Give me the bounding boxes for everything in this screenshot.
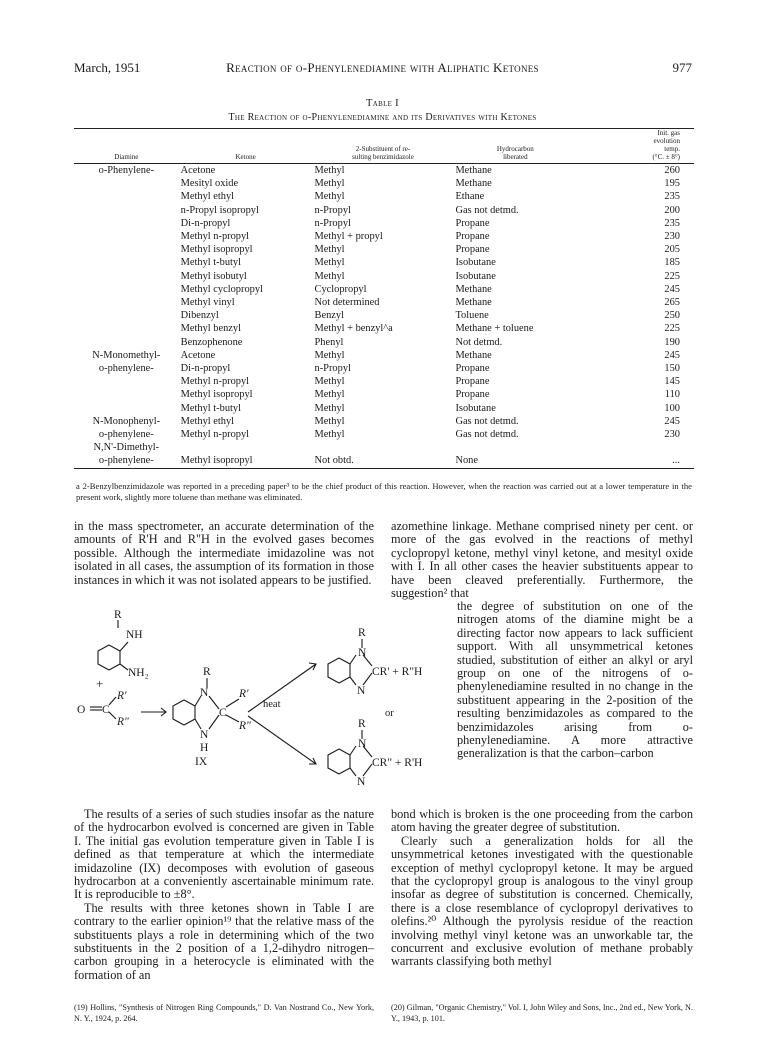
table-cell [74,190,179,203]
table-cell: Not determined [314,297,380,309]
table-cell: 265 [664,297,680,309]
ketone-r1-label: R' [117,690,127,702]
column-header-line: Diamine [114,153,139,161]
table-cell: Cyclopropyl [314,283,367,295]
table-cell: None [455,455,478,467]
table-cell [74,309,179,322]
table-cell: 235 [664,191,680,203]
table-cell: o-phenylene- [98,429,154,441]
product2-r-label: R [358,718,366,730]
right-top-paragraph: azomethine linkage. Methane comprised ninety per cent. or more of the gas evolved in the reactions of methyl cyclopropyl ketone, methyl vinyl ketone, and mesityl oxide with I. In all other cases the heavier substituents appear to have been cleaved preferentially. Furthermore, the suggestion² that [391,519,693,601]
table-row [74,296,694,309]
left-body-text [74,808,374,982]
heat-label: heat [263,699,281,710]
product2-formula: CR" + R'H [372,757,423,769]
table-cell: Toluene [455,310,489,322]
table-cell: Methyl n-propyl [180,231,250,243]
right-narrow-paragraph: the degree of substitution on one of the nitrogen atoms of the diamine might be a directing factor now appears to lack sufficient support. With all unsymmetrical ketones studied, substitution of either an alkyl or aryl group on one of the nitrogens of o-phenylenediamine resulted in no change in the substituent appearing in the 2-position of the resulting benzimidazoles as compared to the benzimidazoles arising from o-phenylenediamine. A more attractive generalization is that the carbon–carbon [457,599,693,761]
table-cell: Methyl [314,415,345,427]
table-cell: Methyl [314,244,345,256]
table-cell: Methyl [314,178,345,190]
table-cell: Propane [455,231,490,243]
column-header-line: 2-Substituent of re- [355,145,411,153]
product1-n-top: N [358,647,367,659]
table-cell: Methyl [314,191,345,203]
table-row [74,283,694,296]
table-cell: Methyl [314,257,345,269]
table-footnote: a 2-Benzylbenzimidazole was reported in a preceding paper³ to be the chief product of this reaction. However, when the reaction was carried out at a lower temperature in the present work, slightly more toluene than methane was eliminated. [76,481,692,502]
page-number: 977 [672,60,692,75]
table-cell: Acetone [180,165,216,176]
column-header [313,129,454,164]
left-intro-text [74,520,374,587]
table-cell: Isobutane [455,257,496,269]
table-cell: Propane [455,389,490,401]
table-cell: Di-n-propyl [180,363,231,375]
table-cell: Methyl [314,349,345,361]
table-cell: n-Propyl [314,217,351,229]
table-cell [74,177,179,190]
data-table [74,128,694,469]
table-cell: Propane [455,217,490,229]
column-header-line: Init. gas [657,129,680,137]
table-row [74,190,694,203]
table-row [74,402,694,415]
table-cell: Methane [455,165,492,176]
table-cell: Isobutane [455,402,496,414]
table-cell: Methane [455,349,492,361]
table-cell [74,204,179,217]
left-paragraph-2: The results with three ketones shown in Table I are contrary to the earlier opinion¹⁹ that the relative mass of the substituents plays a role in determining which of the two substituents in the 2 position of a 1,2-dihydro nitrogen–carbon grouping in a heterocycle is eliminated with the formation of an [74,900,374,982]
table-row [74,441,694,454]
table-cell: 225 [664,270,680,282]
table-cell: Benzophenone [180,336,243,348]
table-cell: 260 [664,165,680,176]
table-cell: Di-n-propyl [180,217,231,229]
table-cell: Methyl n-propyl [180,429,250,441]
table-cell: Propane [455,376,490,388]
imidazoline-n-bottom: N [200,729,209,741]
column-header [577,129,694,164]
table-cell: Phenyl [314,336,344,348]
table-cell: 245 [664,415,680,427]
imidazoline-n-top: N [200,687,209,699]
imidazoline-h-label: H [200,742,209,754]
table-cell: Methyl benzyl [180,323,241,335]
table-cell: 195 [664,178,680,190]
table-row [74,336,694,349]
product1-benzene-ring [328,658,350,683]
table-cell [74,322,179,335]
table-cell [313,441,454,454]
or-label: or [385,708,394,719]
table-cell: Benzyl [314,310,344,322]
table-row [74,256,694,269]
right-bottom-paragraph-1: bond which is broken is the one proceeding from the carbon atom having the greater degree of substitution. [391,807,693,835]
table-cell: 245 [664,283,680,295]
table-row [74,270,694,283]
table-cell: Methyl isopropyl [180,244,253,256]
table-row [74,375,694,388]
table-cell: o-phenylene- [98,455,154,467]
table-cell: 225 [664,323,680,335]
imidazoline-r-label: R [203,666,211,678]
table-cell: Methyl t-butyl [180,257,241,269]
table-cell [74,336,179,349]
product2-n-top: N [358,738,367,750]
imidazoline-r1-label: R' [239,688,249,700]
table-cell [74,217,179,230]
table-cell: Gas not detmd. [455,415,519,427]
right-bottom-paragraph-2: Clearly such a generalization holds for all the unsymmetrical ketones investigated with the questionable exception of methyl cyclopropyl ketone. It may be argued that the cyclopropyl group is analogous to the vinyl group insofar as degree of substitution is concerned. Chemically, there is a close resemblance of cyclopropyl derivatives to olefins.²⁰ Although the pyrolysis residue of the reaction involving methyl vinyl ketone was an unworkable tar, the concurrent and exclusive evolution of methane probably warrants classifying both methyl [391,833,693,969]
footnote-20: (20) Gilman, "Organic Chemistry," Vol. I, John Wiley and Sons, Inc., 2nd ed., New York, N. Y., 1943, p. 101. [391,1003,693,1023]
product1-formula: CR' + R"H [372,666,423,678]
table-cell: Methyl + benzyl^a [314,323,393,335]
table-cell: n-Propyl isopropyl [180,204,259,216]
table-cell: Mesityl oxide [180,178,239,190]
table-cell: 190 [664,336,680,348]
product2-n-bottom: N [357,776,366,788]
table-row [74,243,694,256]
table-cell: 200 [664,204,680,216]
header-title: Reaction of o-Phenylenediamine with Aliphatic Ketones [226,60,539,75]
nh-label: NH [126,629,143,641]
table-cell: Dibenzyl [180,310,219,322]
table-cell: Acetone [180,349,216,361]
table-cell: 205 [664,244,680,256]
table-cell: Methyl isopropyl [180,455,253,467]
table-cell [74,243,179,256]
table-row [74,204,694,217]
column-header-line: Hydrocarbon [496,145,534,153]
product2-benzene-ring [328,749,350,774]
table-cell: Gas not detmd. [455,429,519,441]
diamine-benzene-ring [98,645,120,670]
table-cell: o-phenylene- [98,363,154,375]
table-header-row [74,129,694,164]
table-cell [74,230,179,243]
table-cell: ... [672,455,680,467]
table-cell [74,296,179,309]
table-cell: N-Monomethyl- [92,349,161,361]
column-header [74,129,179,164]
column-header-line: liberated [503,153,528,161]
imidazoline-c-label: C [219,707,227,719]
table-row [74,177,694,190]
table-cell: 185 [664,257,680,269]
table-cell: 145 [664,376,680,388]
table-cell: Methane [455,297,492,309]
table-cell: Propane [455,363,490,375]
table-cell: Methyl isobutyl [180,270,247,282]
ketone-r2-label: R" [117,716,129,728]
table-cell: n-Propyl [314,204,351,216]
column-header [453,129,577,164]
imidazoline-benzene-ring [173,700,195,725]
left-paragraph-1: The results of a series of such studies insofar as the nature of the hydrocarbon evolved is concerned are given in Table I. The initial gas evolution temperature given in Table I is defined as that temperature at which the intermediate imidazoline (IX) decomposes with evolution of gaseous hydrocarbon at a conveniently ascertainable minimum rate. It is reproducible to ±8°. [74,807,374,902]
table-cell: Methyl [314,165,345,176]
table-cell: Isobutane [455,270,496,282]
footnote-19: (19) Hollins, "Synthesis of Nitrogen Ring Compounds," D. Van Nostrand Co., New York, N. Y., 1924, p. 264. [74,1003,374,1023]
compound-label: IX [195,756,208,768]
table-cell [74,283,179,296]
table-cell: Methyl ethyl [180,191,235,203]
table-cell: Not obtd. [314,455,354,467]
table-cell: Ethane [455,191,485,203]
table-cell: 150 [664,363,680,375]
table-cell: Methyl [314,270,345,282]
right-bottom-text [391,808,693,969]
column-header-line: (°C. ± 8°) [652,153,680,161]
product1-n-bottom: N [357,685,366,697]
ketone-carbon-label: C [102,704,110,716]
left-intro-paragraph: in the mass spectrometer, an accurate determination of the amounts of R'H and R"H in the evolved gases becomes possible. Although the intermediate imidazoline was not isolated in all cases, the assumption of its formation in those instances in which it was not isolated appears to be justified. [74,519,374,587]
column-header-line: sulting benzimidazole [352,153,414,161]
table-row [74,349,694,362]
ketone-oxygen-label: O [77,704,86,716]
table-cell: Methyl [314,389,345,401]
table-cell: 100 [664,402,680,414]
table-cell [74,388,179,401]
table-row [74,428,694,441]
nh2-label: NH₂ [128,667,149,679]
table-cell [74,402,179,415]
table-row [74,217,694,230]
table-cell: Methyl n-propyl [180,376,250,388]
table-cell: Methyl cyclopropyl [180,283,263,295]
right-top-text [391,520,693,600]
table-row [74,362,694,375]
plus-sign: + [96,676,104,691]
table-cell: o-Phenylene- [98,165,155,176]
table-cell: Methyl + propyl [314,231,383,243]
table-cell: Propane [455,244,490,256]
column-header-line: Ketone [235,153,256,161]
table-cell [577,441,694,454]
table-cell: 245 [664,349,680,361]
table-cell: Methane [455,283,492,295]
table-cell [74,375,179,388]
table-cell: Methyl [314,429,345,441]
header-date: March, 1951 [74,60,141,75]
table-cell: n-Propyl [314,363,351,375]
table-row [74,415,694,428]
table-cell: Gas not detmd. [455,204,519,216]
table-row [74,388,694,401]
table-cell: 230 [664,429,680,441]
table-cell: Methyl ethyl [180,415,235,427]
table-cell: 230 [664,231,680,243]
table-label: Table I [366,98,399,109]
table-caption: The Reaction of o-Phenylenediamine and its Derivatives with Ketones [228,112,537,123]
table-cell: Methane + toluene [455,323,534,335]
table-cell: Methyl t-butyl [180,402,241,414]
table-row [74,454,694,468]
column-header [179,129,313,164]
table-row [74,164,694,178]
table-cell: 110 [664,389,680,401]
table-cell: Methyl isopropyl [180,389,253,401]
table-cell [453,441,577,454]
reaction-scheme [74,604,478,800]
table-cell: Methane [455,178,492,190]
table-cell [74,270,179,283]
table-cell: N,N'-Dimethyl- [93,442,160,454]
table-cell: N-Monophenyl- [92,415,161,427]
table-row [74,230,694,243]
column-header-line: temp. [664,145,680,153]
table-cell: 250 [664,310,680,322]
product1-r-label: R [358,627,366,639]
table-row [74,322,694,335]
table-cell: Methyl [314,402,345,414]
right-narrow-text [457,600,693,761]
table-cell [74,256,179,269]
table-cell [179,441,313,454]
table-cell: Methyl vinyl [180,297,235,309]
diamine-r-label: R [114,609,122,621]
table-cell: Methyl [314,376,345,388]
table-cell: 235 [664,217,680,229]
imidazoline-r2-label: R" [239,720,251,732]
table-cell: Not detmd. [455,336,503,348]
column-header-line: evolution [653,137,680,145]
table-row [74,309,694,322]
